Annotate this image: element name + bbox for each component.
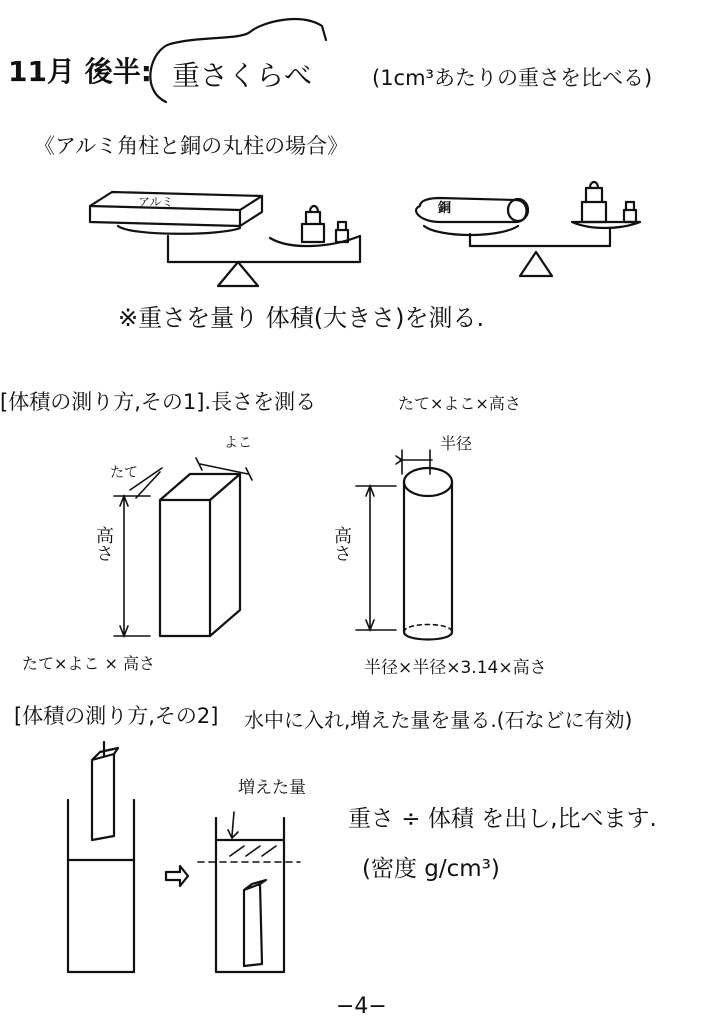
prism-height-label: 高さ bbox=[93, 526, 114, 562]
method2-title: [体積の測り方,その2] bbox=[14, 704, 219, 728]
header-date: 11月 後半: bbox=[8, 55, 152, 88]
balance-right-label: 銅 bbox=[438, 201, 452, 216]
measure-note: ※重さを量り 体積(大きさ)を測る. bbox=[118, 304, 485, 332]
prism-figure bbox=[114, 458, 252, 636]
method1-formula-note: たて×よこ×高さ bbox=[398, 394, 521, 413]
balance-copper bbox=[416, 182, 640, 276]
method1-title: [体積の測り方,その1].長さを測る bbox=[0, 390, 317, 414]
method2-desc: 水中に入れ,増えた量を量る.(石などに有効) bbox=[244, 708, 633, 732]
page-number: −4− bbox=[336, 994, 387, 1019]
cylinder-figure bbox=[356, 450, 452, 640]
case-title: 《アルミ角柱と銅の丸柱の場合》 bbox=[34, 134, 349, 158]
cylinder-height-label: 高さ bbox=[331, 526, 352, 562]
water-displacement-figure bbox=[68, 742, 300, 972]
increase-label: 増えた量 bbox=[238, 778, 306, 798]
prism-depth-label: たて bbox=[110, 465, 138, 481]
prism-width-label: よこ bbox=[224, 435, 252, 451]
balance-left-label: アルミ bbox=[138, 195, 174, 209]
density-line1: 重さ ÷ 体積 を出し,比べます. bbox=[348, 806, 657, 832]
prism-formula: たて×よこ × 高さ bbox=[22, 654, 155, 673]
header-topic: 重さくらべ bbox=[172, 59, 313, 92]
cylinder-radius-label: 半径 bbox=[440, 434, 473, 453]
header-note: (1cm³あたりの重さを比べる) bbox=[372, 66, 653, 90]
density-line2: (密度 g/cm³) bbox=[362, 856, 500, 882]
balance-aluminum bbox=[90, 192, 360, 286]
cylinder-formula: 半径×半径×3.14×高さ bbox=[364, 658, 547, 678]
